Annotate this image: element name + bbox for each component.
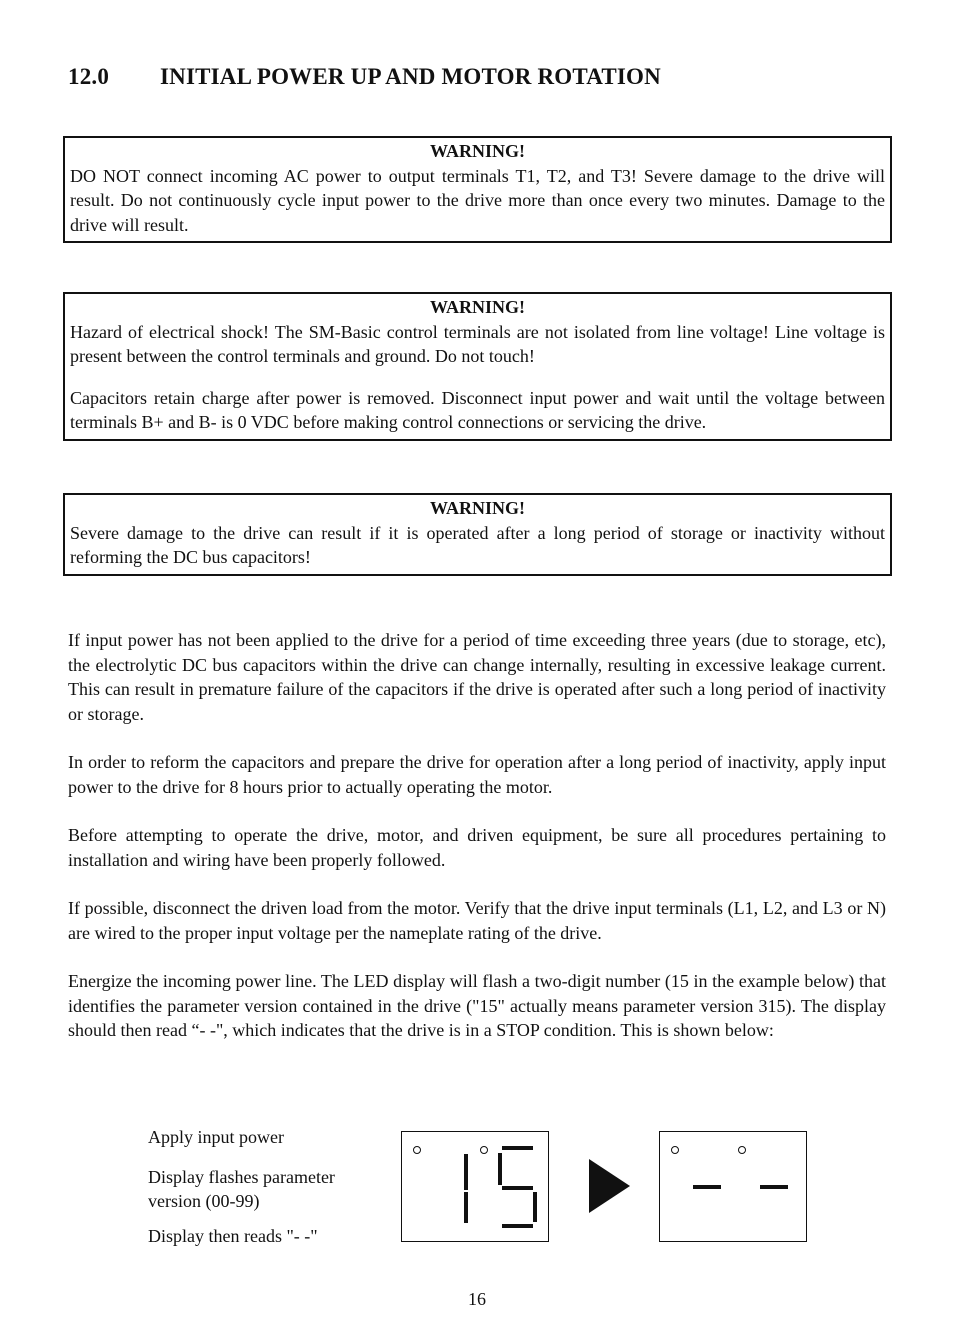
led-segment — [498, 1153, 502, 1185]
led-display-stop — [659, 1131, 807, 1242]
warning-title: WARNING! — [429, 297, 525, 317]
led-segment — [502, 1224, 533, 1228]
section-heading — [68, 64, 661, 90]
led-segment — [760, 1185, 788, 1189]
warning-text: DO NOT connect incoming AC power to output terminals T1, T2, and T3! Severe damage to the drive will result. Do not continuously cycle input power to the drive more than once every two minutes. Damage to the drive will result. — [70, 165, 885, 235]
led-segment — [693, 1185, 721, 1189]
body-paragraph: Before attempting to operate the drive, motor, and driven equipment, be sure all procedures pertaining to installation and wiring have been properly followed. — [68, 825, 886, 870]
body-paragraph: If input power has not been applied to the drive for a period of time exceeding three years (due to storage, etc), the electrolytic DC bus capacitors within the drive can change internally, resulting in excessive leakage current. This can result in premature failure of the capacitors if the drive is operated after such a long period of inactivity or storage. — [68, 630, 886, 724]
page-number: 16 — [468, 1289, 486, 1309]
step-display-flashes: Display flashes parameter version (00-99) — [148, 1167, 335, 1211]
body-paragraph: In order to reform the capacitors and prepare the drive for operation after a long period of inactivity, apply input power to the drive for 8 hours prior to actually operating the motor. — [68, 752, 886, 797]
body-text — [68, 628, 886, 1067]
led-segment — [533, 1192, 537, 1222]
warning-box-capacitor-reforming — [63, 493, 892, 576]
step-apply-power: Apply input power — [148, 1127, 284, 1147]
warning-text: Severe damage to the drive can result if it is operated after a long period of storage or inactivity without reforming the DC bus capacitors! — [70, 522, 885, 567]
warning-title: WARNING! — [429, 141, 525, 161]
decimal-point-icon — [413, 1146, 421, 1154]
led-segment — [464, 1192, 468, 1223]
decimal-point-icon — [480, 1146, 488, 1154]
decimal-point-icon — [671, 1146, 679, 1154]
body-paragraph: Energize the incoming power line. The LED display will flash a two-digit number (15 in the example below) that identifies the parameter version contained in the drive ("15" actually means parameter version 315). The display should then read “- -", which indicates that the drive is in a STOP condition. This is shown below: — [68, 971, 886, 1040]
led-segment — [464, 1154, 468, 1190]
warning-title: WARNING! — [429, 498, 525, 518]
warning-box-output-terminals — [63, 136, 892, 243]
body-paragraph: If possible, disconnect the driven load from the motor. Verify that the drive input terminals (L1, L2, and L3 or N) are wired to the proper input voltage per the nameplate rating of the drive. — [68, 898, 886, 943]
led-segment — [502, 1146, 533, 1150]
led-segment — [502, 1186, 533, 1190]
right-arrow-icon — [589, 1159, 630, 1213]
step-display-reads: Display then reads "- -" — [148, 1226, 318, 1246]
decimal-point-icon — [738, 1146, 746, 1154]
section-title: INITIAL POWER UP AND MOTOR ROTATION — [160, 64, 661, 89]
led-display-version — [401, 1131, 549, 1242]
section-number: 12.0 — [68, 64, 110, 89]
warning-text: Capacitors retain charge after power is removed. Disconnect input power and wait until the voltage between terminals B+ and B- is 0 VDC before making control connections or servicing the drive. — [70, 387, 885, 432]
warning-text: Hazard of electrical shock! The SM-Basic control terminals are not isolated from line voltage! Line voltage is present between the control terminals and ground. Do not touch! — [70, 321, 885, 366]
warning-box-electrical-shock — [63, 292, 892, 441]
